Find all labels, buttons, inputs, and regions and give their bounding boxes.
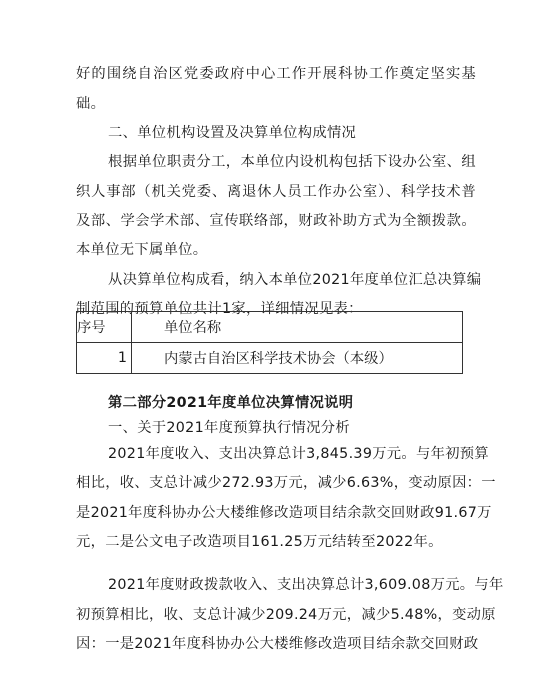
cell-unit-name: 内蒙古自治区科学技术协会（本级）: [132, 343, 463, 374]
header-cell-unit-name: 单位名称: [132, 312, 463, 343]
paragraph-line: 根据单位职责分工，本单位内设机构包括下设办公室、组: [108, 154, 476, 170]
paragraph-line: 因：一是2021年度科协办公大楼维修改造项目结余款交回财政: [76, 636, 479, 652]
part-title: 第二部分2021年度单位决算情况说明: [108, 395, 354, 411]
paragraph-line: 元，二是公文电子改造项目161.25万元结转至2022年。: [76, 534, 443, 550]
paragraph-line: 是2021年度科协办公大楼维修改造项目结余款交回财政91.67万: [76, 505, 492, 521]
section-heading: 一、关于2021年度预算执行情况分析: [108, 420, 350, 436]
paragraph-line: 2021年度收入、支出决算总计3,845.39万元。与年初预算: [108, 446, 489, 462]
cell-number: 1: [77, 343, 132, 374]
unit-table: [76, 311, 463, 374]
paragraph-line: 从决算单位构成看，纳入本单位2021年度单位汇总决算编: [108, 272, 482, 288]
paragraph-line: 制范围的预算单位共计1家，详细情况见表：: [76, 301, 363, 317]
header-cell-number: 序号: [77, 312, 132, 343]
paragraph-line: 织人事部（机关党委、离退休人员工作办公室）、科学技术普: [76, 184, 476, 200]
paragraph-line: 2021年度财政拨款收入、支出决算总计3,609.08万元。与年: [108, 577, 504, 593]
paragraph-line: 好的围绕自治区党委政府中心工作开展科协工作奠定坚实基: [76, 66, 476, 82]
paragraph-line: 及部、学会学术部、宣传联络部，财政补助方式为全额拨款。: [76, 213, 476, 229]
section-heading: 二、单位机构设置及决算单位构成情况: [108, 125, 357, 141]
table-row: [77, 343, 463, 374]
table-header-row: [77, 312, 463, 343]
paragraph-line: 初预算相比，收、支总计减少209.24万元，减少5.48%，变动原: [76, 607, 496, 623]
paragraph-line: 础。: [76, 96, 106, 112]
paragraph-line: 相比，收、支总计减少272.93万元，减少6.63%，变动原因：一: [76, 475, 496, 491]
paragraph-line: 本单位无下属单位。: [76, 242, 208, 258]
